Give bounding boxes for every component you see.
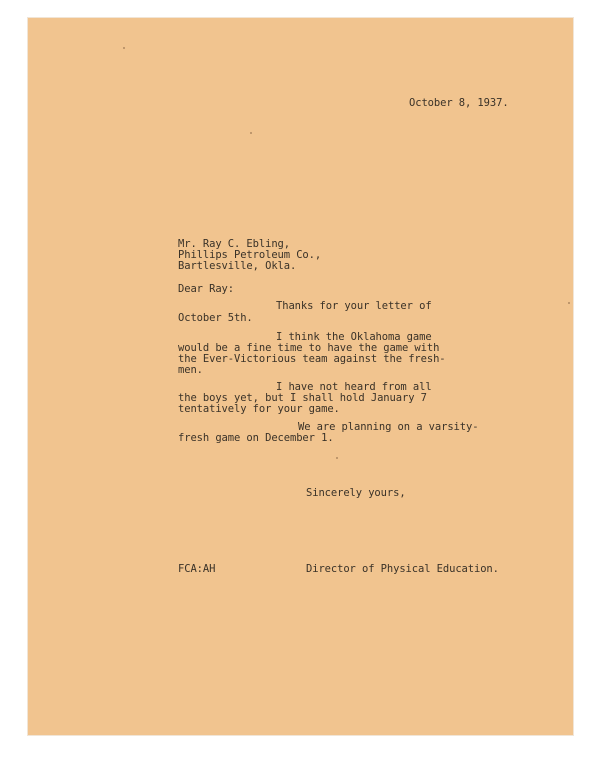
paragraph-line: fresh game on December 1. bbox=[178, 432, 334, 444]
paragraph-line: the Ever-Victorious team against the fresh- bbox=[178, 353, 446, 365]
recipient-company: Phillips Petroleum Co., bbox=[178, 249, 322, 261]
letter-page bbox=[28, 18, 573, 735]
paper-speck bbox=[123, 47, 125, 49]
paragraph-line: October 5th. bbox=[178, 312, 253, 324]
paragraph-line: We are planning on a varsity- bbox=[298, 421, 479, 433]
typist-initials: FCA:AH bbox=[178, 563, 216, 575]
paper-speck bbox=[568, 302, 570, 304]
paragraph-line: would be a fine time to have the game with bbox=[178, 342, 440, 354]
paper-speck bbox=[336, 457, 338, 459]
paragraph-line: I think the Oklahoma game bbox=[276, 331, 432, 343]
closing: Sincerely yours, bbox=[306, 487, 406, 499]
paragraph-line: tentatively for your game. bbox=[178, 403, 340, 415]
paper-speck bbox=[250, 132, 252, 134]
recipient-address: Bartlesville, Okla. bbox=[178, 260, 297, 272]
recipient-name: Mr. Ray C. Ebling, bbox=[178, 238, 290, 250]
paragraph-line: the boys yet, but I shall hold January 7 bbox=[178, 392, 427, 404]
salutation: Dear Ray: bbox=[178, 283, 234, 295]
letter-date: October 8, 1937. bbox=[409, 97, 509, 109]
paragraph-line: I have not heard from all bbox=[276, 381, 432, 393]
signature-title: Director of Physical Education. bbox=[306, 563, 499, 575]
paragraph-line: Thanks for your letter of bbox=[276, 300, 432, 312]
paragraph-line: men. bbox=[178, 364, 203, 376]
